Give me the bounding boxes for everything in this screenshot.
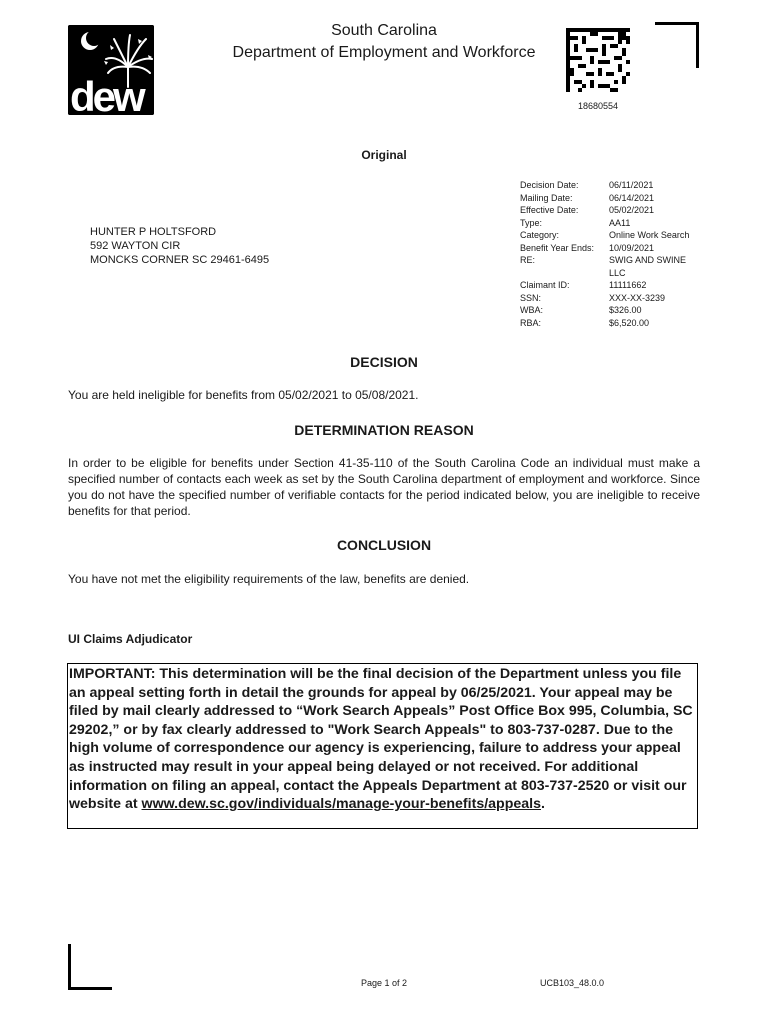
info-label: WBA: <box>520 305 544 315</box>
conclusion-heading: CONCLUSION <box>336 537 432 553</box>
info-row <box>520 292 704 305</box>
street-address: 592 WAYTON CIR <box>90 240 181 252</box>
logo-text: dew <box>70 73 143 115</box>
mailing-address <box>90 225 269 267</box>
info-label: SSN: <box>520 292 542 303</box>
reason-text: In order to be eligible for benefits under Section 41-35-110 of the South Carolina Code an individual must make a specified number of contacts each week as set by the South Carolina department of employment and workforce. Since you do not have the specified number of verifiable contacts for the period indicated below, you are ineligible to receive benefits for that period. <box>68 456 700 518</box>
barcode-number: 18680554 <box>577 101 619 111</box>
appeal-notice-box <box>67 663 698 829</box>
claim-info-table <box>520 179 704 329</box>
corner-mark-top-right-vertical <box>696 22 699 68</box>
info-row <box>520 204 704 217</box>
info-value: 10/09/2021 <box>609 242 655 253</box>
city-state-zip: MONCKS CORNER SC 29461-6495 <box>90 254 270 266</box>
info-value: $326.00 <box>609 305 642 315</box>
info-value: 06/14/2021 <box>609 192 655 203</box>
info-value: XXX-XX-3239 <box>609 292 666 303</box>
reason-heading: DETERMINATION REASON <box>294 422 474 438</box>
decision-text: You are held ineligible for benefits from 05/02/2021 to 05/08/2021. <box>68 388 419 402</box>
signature-title: UI Claims Adjudicator <box>68 632 193 646</box>
info-row <box>520 192 704 205</box>
decision-heading: DECISION <box>350 354 418 370</box>
info-value: SWIG AND SWINE LLC <box>609 255 687 278</box>
info-label: Benefit Year Ends: <box>520 242 595 253</box>
info-label: Type: <box>520 217 543 228</box>
header-department: Department of Employment and Workforce <box>232 44 536 61</box>
info-value: $6,520.00 <box>609 317 650 328</box>
info-label: Category: <box>520 230 560 240</box>
info-label: Mailing Date: <box>520 192 573 203</box>
corner-mark-top-right <box>655 22 699 25</box>
appeal-notice-end: . <box>541 796 545 813</box>
info-row <box>520 304 704 317</box>
info-row <box>520 229 704 242</box>
info-row <box>520 217 704 230</box>
conclusion-text: You have not met the eligibility requirements of the law, benefits are denied. <box>68 572 470 586</box>
info-row <box>520 179 704 192</box>
copy-label: Original <box>361 148 407 162</box>
claimant-name: HUNTER P HOLTSFORD <box>90 226 217 238</box>
info-row <box>520 317 704 330</box>
info-row <box>520 254 704 279</box>
page-number: Page 1 of 2 <box>360 978 408 988</box>
qr-barcode <box>566 28 630 92</box>
info-label: Effective Date: <box>520 205 579 215</box>
appeal-notice-text: IMPORTANT: This determination will be the final decision of the Department unless you file an appeal setting forth in detail the grounds for appeal by 06/25/2021. Your appeal may be filed by mail clearly addressed to “Work Search Appeals” Post Office Box 995, Columbia, SC 29202,” or by fax clearly addressed to "Work Search Appeals" to 803-737-0287. Due to the high volume of correspondence our agency is experiencing, failure to address your appeal as instructed may result in your appeal being delayed or not received. For additional information on filing an appeal, contact the Appeals Department at 803-737-2520 or visit our website at <box>69 666 693 813</box>
info-label: Claimant ID: <box>520 280 570 290</box>
form-code: UCB103_48.0.0 <box>540 978 605 988</box>
info-value: AA11 <box>609 217 631 228</box>
info-row <box>520 279 704 292</box>
info-value: Online Work Search <box>609 230 690 240</box>
info-label: RE: <box>520 255 536 265</box>
header-state: South Carolina <box>331 22 437 39</box>
info-row <box>520 242 704 255</box>
info-value: 06/11/2021 <box>609 180 654 190</box>
info-label: RBA: <box>520 317 542 328</box>
appeals-website-link[interactable]: www.dew.sc.gov/individuals/manage-your-benefits/appeals <box>141 796 541 813</box>
info-value: 11111662 <box>609 280 647 290</box>
info-value: 05/02/2021 <box>609 205 655 215</box>
info-label: Decision Date: <box>520 180 579 190</box>
